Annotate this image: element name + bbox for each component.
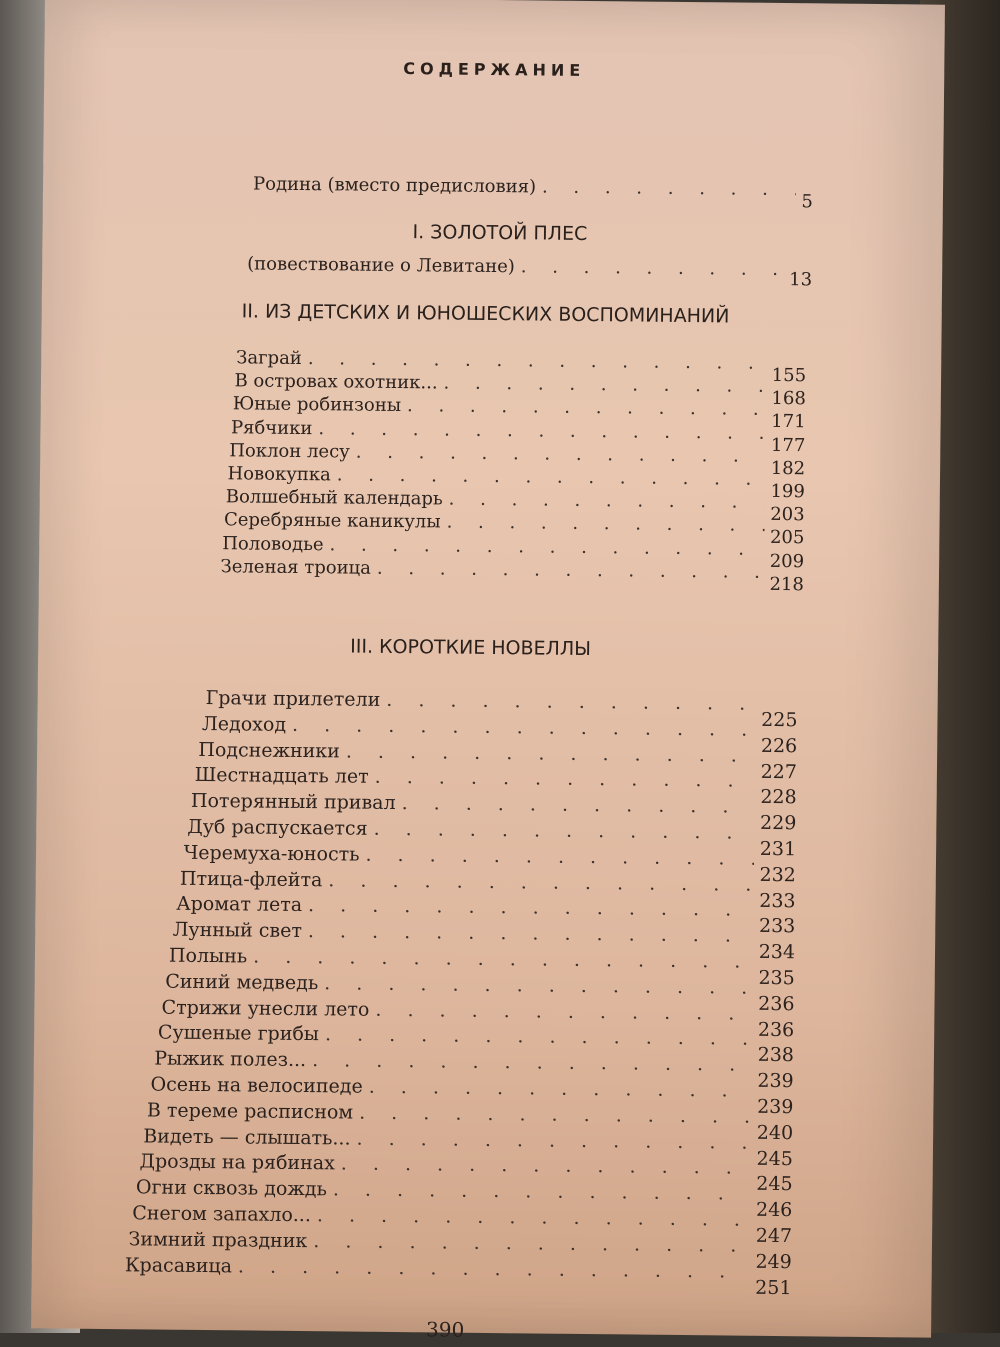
leader-dots: [325, 1024, 752, 1050]
entry-page: 233: [759, 889, 796, 912]
entry-page: 233: [758, 915, 796, 938]
leader-dots: [318, 418, 765, 444]
entry-title: Поклон лесу: [229, 440, 350, 463]
entry-title: Стрижи унесли лето: [161, 996, 370, 1021]
entry-page: 177: [770, 434, 806, 456]
entry-title: Видеть — слышать...: [143, 1124, 351, 1150]
leader-dots: [402, 792, 755, 818]
leader-dots: [324, 972, 752, 998]
entry-title: Рябчики: [230, 416, 313, 439]
entry-title: Снегом запахло...: [132, 1202, 312, 1227]
entry-page: 251: [755, 1276, 792, 1299]
entry-page: 249: [755, 1250, 792, 1273]
toc-entry: [247, 253, 813, 291]
leader-dots: [356, 441, 765, 466]
section-heading: I. ЗОЛОТОЙ ПЛЕС: [412, 221, 588, 245]
entry-page: 231: [759, 837, 797, 861]
entry-page: 229: [759, 812, 797, 835]
leader-dots: [407, 395, 765, 420]
entry-page: 246: [755, 1198, 793, 1222]
leader-dots: [356, 1127, 750, 1153]
toc-entry: [220, 555, 805, 596]
leader-dots: [375, 766, 755, 792]
entry-title: Дуб распускается: [187, 815, 368, 840]
leader-dots: [337, 464, 765, 489]
entry-page: 209: [769, 550, 805, 572]
entry-title: Птица-флейта: [179, 867, 323, 891]
entry-title: Ледоход: [201, 712, 287, 736]
entry-page: 5: [801, 191, 814, 213]
entry-title: Волшебный календарь: [225, 486, 443, 510]
entry-page: 232: [759, 863, 796, 886]
entry-title: Заграй: [236, 347, 302, 369]
entry-page: 182: [770, 457, 806, 480]
entry-title: Половодье: [222, 532, 324, 555]
leader-dots: [386, 689, 755, 715]
entry-title: Юные робинзоны: [232, 393, 402, 417]
leader-dots: [312, 1049, 752, 1076]
entry-page: 226: [760, 734, 798, 758]
entry-title: Рыжик полез...: [154, 1047, 307, 1072]
leader-dots: [365, 843, 753, 869]
leader-dots: [292, 714, 755, 741]
leader-dots: [308, 920, 753, 947]
leader-dots: [346, 740, 755, 766]
entry-page: 245: [756, 1173, 793, 1196]
entry-page: 245: [756, 1147, 793, 1170]
entry-title: Родина (вместо предисловия): [252, 173, 537, 198]
section-heading: II. ИЗ ДЕТСКИХ И ЮНОШЕСКИХ ВОСПОМИНАНИЙ: [241, 300, 730, 328]
entry-page: 228: [760, 786, 797, 809]
entry-title: Полынь: [168, 944, 248, 968]
entry-page: 203: [770, 504, 805, 526]
leader-dots: [328, 869, 753, 895]
entry-page: 238: [757, 1044, 795, 1067]
entry-title: Потерянный привал: [190, 790, 396, 815]
entry-page: 225: [761, 708, 798, 732]
entry-page: 155: [771, 364, 807, 387]
leader-dots: [253, 946, 753, 973]
leader-dots: [317, 1204, 750, 1231]
entry-title: Черемуха-юность: [183, 841, 360, 866]
leader-dots: [333, 1179, 751, 1205]
entry-page: 240: [756, 1121, 794, 1144]
entry-page: 171: [771, 411, 806, 433]
entry-title: Подснежники: [198, 738, 341, 763]
entry-title: Красавица: [124, 1253, 233, 1277]
entry-page: 235: [758, 966, 795, 990]
entry-page: 227: [760, 760, 798, 783]
entry-title: Серебряные каникулы: [223, 509, 441, 533]
toc-entry: [252, 173, 814, 213]
entry-title: Аромат лета: [176, 893, 303, 917]
entry-page: 13: [789, 269, 813, 291]
entry-title: Зеленая троица: [220, 555, 372, 579]
entry-title: Осень на велосипеде: [150, 1073, 363, 1098]
leader-dots: [447, 512, 765, 536]
entry-page: 236: [757, 1018, 795, 1041]
entry-title: Шестнадцать лет: [194, 764, 369, 789]
entry-title: (повествование о Левитане): [247, 253, 515, 278]
leader-dots: [341, 1153, 751, 1179]
entry-title: Синий медведь: [165, 970, 319, 994]
leader-dots: [313, 1230, 750, 1257]
entry-title: В тереме расписном: [146, 1099, 354, 1124]
leader-dots: [375, 998, 752, 1024]
leader-dots: [374, 818, 755, 844]
toc-entry: [124, 1253, 792, 1299]
leader-dots: [308, 894, 753, 921]
entry-title: Грачи прилетели: [205, 687, 381, 711]
leader-dots: [329, 534, 764, 560]
leader-dots: [449, 489, 765, 513]
leader-dots: [521, 256, 784, 280]
entry-title: Лунный свет: [172, 918, 303, 943]
entry-page: 168: [771, 388, 806, 410]
leader-dots: [443, 373, 765, 397]
leader-dots: [238, 1255, 750, 1282]
leader-dots: [377, 558, 764, 583]
entry-page: 247: [755, 1224, 793, 1248]
page-title: СОДЕРЖАНИЕ: [403, 59, 586, 80]
entry-title: В островах охотник...: [234, 370, 438, 394]
entry-title: Зимний праздник: [128, 1228, 308, 1252]
entry-page: 205: [769, 527, 805, 549]
entry-title: Сушеные грибы: [157, 1021, 320, 1046]
entry-title: Дрозды на рябинах: [139, 1150, 335, 1175]
leader-dots: [359, 1101, 751, 1127]
leader-dots: [308, 348, 766, 374]
entry-title: Огни сквозь дождь: [135, 1176, 328, 1201]
leader-dots: [369, 1076, 752, 1102]
entry-page: 199: [770, 480, 805, 503]
leader-dots: [542, 177, 796, 201]
entry-title: Новокупка: [227, 463, 331, 486]
section-heading: III. КОРОТКИЕ НОВЕЛЛЫ: [350, 635, 592, 661]
entry-page: 218: [769, 573, 805, 596]
entry-page: 234: [758, 941, 796, 964]
entry-page: 239: [757, 1069, 794, 1093]
entry-page: 236: [758, 992, 795, 1015]
entry-page: 239: [757, 1095, 794, 1119]
page-number: 390: [425, 1317, 465, 1342]
book-page: [31, 0, 945, 1342]
